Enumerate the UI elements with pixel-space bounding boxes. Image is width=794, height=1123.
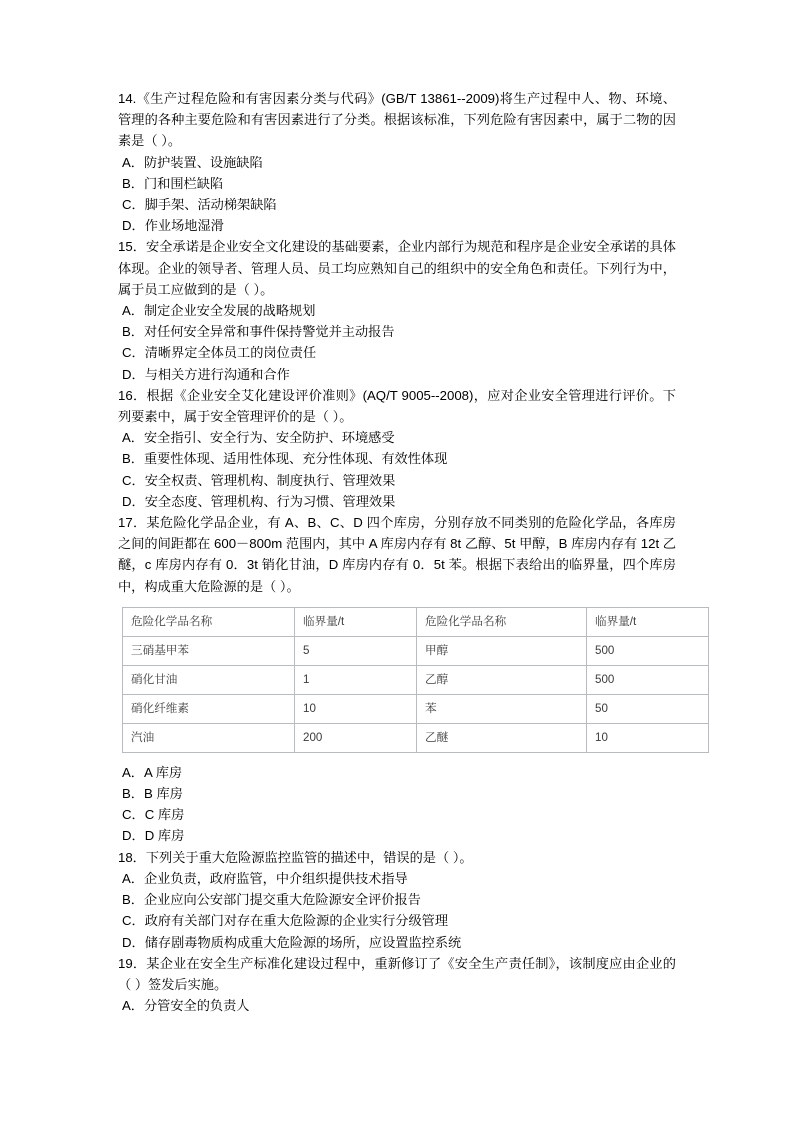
question-16-option-c: C．安全权责、管理机构、制度执行、管理效果 <box>122 472 396 488</box>
table-cell-critical-qty-1: 5 <box>295 636 417 665</box>
critical-quantity-table-wrapper <box>122 607 672 753</box>
question-18-stem: 18．下列关于重大危险源监控监管的描述中，错误的是（ ）。 <box>118 849 473 865</box>
question-14-stem: 14.《生产过程危险和有害因素分类与代码》(GB/T 13861--2009)将生产过程中人、物、环境、管理的各种主要危险和有害因素进行了分类。根据该标准，下列危险有害因素中，属于二物的因素是（ ）。 <box>118 91 676 149</box>
table-cell-chemical-name-1: 三硝基甲苯 <box>123 636 295 665</box>
table-row <box>123 636 709 665</box>
page-content <box>118 88 676 1016</box>
table-cell-critical-qty-1: 10 <box>295 694 417 723</box>
question-18-option-b: B．企业应向公安部门提交重大危险源安全评价报告 <box>122 892 421 908</box>
table-row <box>123 723 709 752</box>
question-17-stem: 17．某危险化学品企业，有 A、B、C、D 四个库房，分别存放不同类别的危险化学品，各库房之间的间距都在 600－800m 范围内，其中 A 库房内存有 8t 乙醇、5t 甲醇，B 库房内存有 12t 乙醚，c 库房内存有 0．3t 销化甘油，D 库房内存有 0．5t 苯。根据下表给出的临界量，四个库房中，构成重大危险源的是（ ）。 <box>118 515 676 594</box>
question-14 <box>118 88 676 236</box>
table-cell-critical-qty-2: 500 <box>587 636 709 665</box>
question-18-option-d: D．储存剧毒物质构成重大危险源的场所，应设置监控系统 <box>122 934 462 950</box>
question-18-option-a: A．企业负责，政府监管，中介组织提供技术指导 <box>122 870 408 886</box>
question-16 <box>118 385 676 512</box>
question-16-option-a: A．安全指引、安全行为、安全防护、环境感受 <box>122 430 395 446</box>
table-cell-critical-qty-2: 500 <box>587 665 709 694</box>
question-15-option-c: C．清晰界定全体员工的岗位责任 <box>122 345 317 361</box>
question-19 <box>118 953 676 1017</box>
question-16-stem: 16．根据《企业安全艾化建设评价准则》(AQ/T 9005--2008)，应对企业安全管理进行评价。下列要素中，属于安全管理评价的是（ ）。 <box>118 387 676 425</box>
table-cell-critical-qty-2: 10 <box>587 723 709 752</box>
question-14-option-a: A．防护装置、设施缺陷 <box>122 154 263 170</box>
question-15-option-d: D．与相关方进行沟通和合作 <box>122 366 290 382</box>
table-header-chemical-name-1: 危险化学品名称 <box>123 607 295 636</box>
table-cell-chemical-name-2: 苯 <box>417 694 587 723</box>
question-16-option-d: D．安全态度、管理机构、行为习惯、管理效果 <box>122 493 396 509</box>
question-18 <box>118 847 676 953</box>
table-cell-critical-qty-2: 50 <box>587 694 709 723</box>
table-cell-critical-qty-1: 200 <box>295 723 417 752</box>
question-17-option-a: A．A 库房 <box>122 764 183 780</box>
question-17 <box>118 512 676 847</box>
question-18-option-c: C．政府有关部门对存在重大危险源的企业实行分级管理 <box>122 913 449 929</box>
table-header-critical-qty-2: 临界量/t <box>587 607 709 636</box>
table-header-row <box>123 607 709 636</box>
question-15-option-b: B．对任何安全异常和事件保持警觉并主动报告 <box>122 324 395 340</box>
table-row <box>123 694 709 723</box>
table-cell-critical-qty-1: 1 <box>295 665 417 694</box>
question-17-option-b: B．B 库房 <box>122 786 183 802</box>
question-14-option-b: B．门和围栏缺陷 <box>122 175 224 191</box>
question-14-option-d: D．作业场地湿滑 <box>122 218 224 234</box>
question-17-option-d: D．D 库房 <box>122 828 185 844</box>
table-cell-chemical-name-2: 乙醇 <box>417 665 587 694</box>
table-cell-chemical-name-2: 甲醇 <box>417 636 587 665</box>
question-19-stem: 19．某企业在安全生产标准化建设过程中，重新修订了《安全生产责任制》，该制度应由企业的（ ）签发后实施。 <box>118 955 676 992</box>
table-cell-chemical-name-1: 硝化甘油 <box>123 665 295 694</box>
question-15-option-a: A．制定企业安全发展的战略规划 <box>122 303 316 319</box>
question-19-option-a: A．分管安全的负责人 <box>122 998 250 1014</box>
table-cell-chemical-name-1: 汽油 <box>123 723 295 752</box>
critical-quantity-table <box>122 607 709 753</box>
question-15 <box>118 236 676 384</box>
table-row <box>123 665 709 694</box>
table-header-chemical-name-2: 危险化学品名称 <box>417 607 587 636</box>
question-14-option-c: C．脚手架、活动梯架缺陷 <box>122 197 277 213</box>
table-cell-chemical-name-1: 硝化纤维素 <box>123 694 295 723</box>
question-15-stem: 15．安全承诺是企业安全文化建设的基础要素，企业内部行为规范和程序是企业安全承诺的具体体现。企业的领导者、管理人员、员工均应熟知自己的组织中的安全角色和责任。下列行为中，属于员工应做到的是（ ）。 <box>118 239 676 297</box>
question-17-option-c: C．C 库房 <box>122 807 185 823</box>
table-cell-chemical-name-2: 乙醚 <box>417 723 587 752</box>
table-header-critical-qty-1: 临界量/t <box>295 607 417 636</box>
question-16-option-b: B．重要性体现、适用性体现、充分性体现、有效性体现 <box>122 451 448 467</box>
